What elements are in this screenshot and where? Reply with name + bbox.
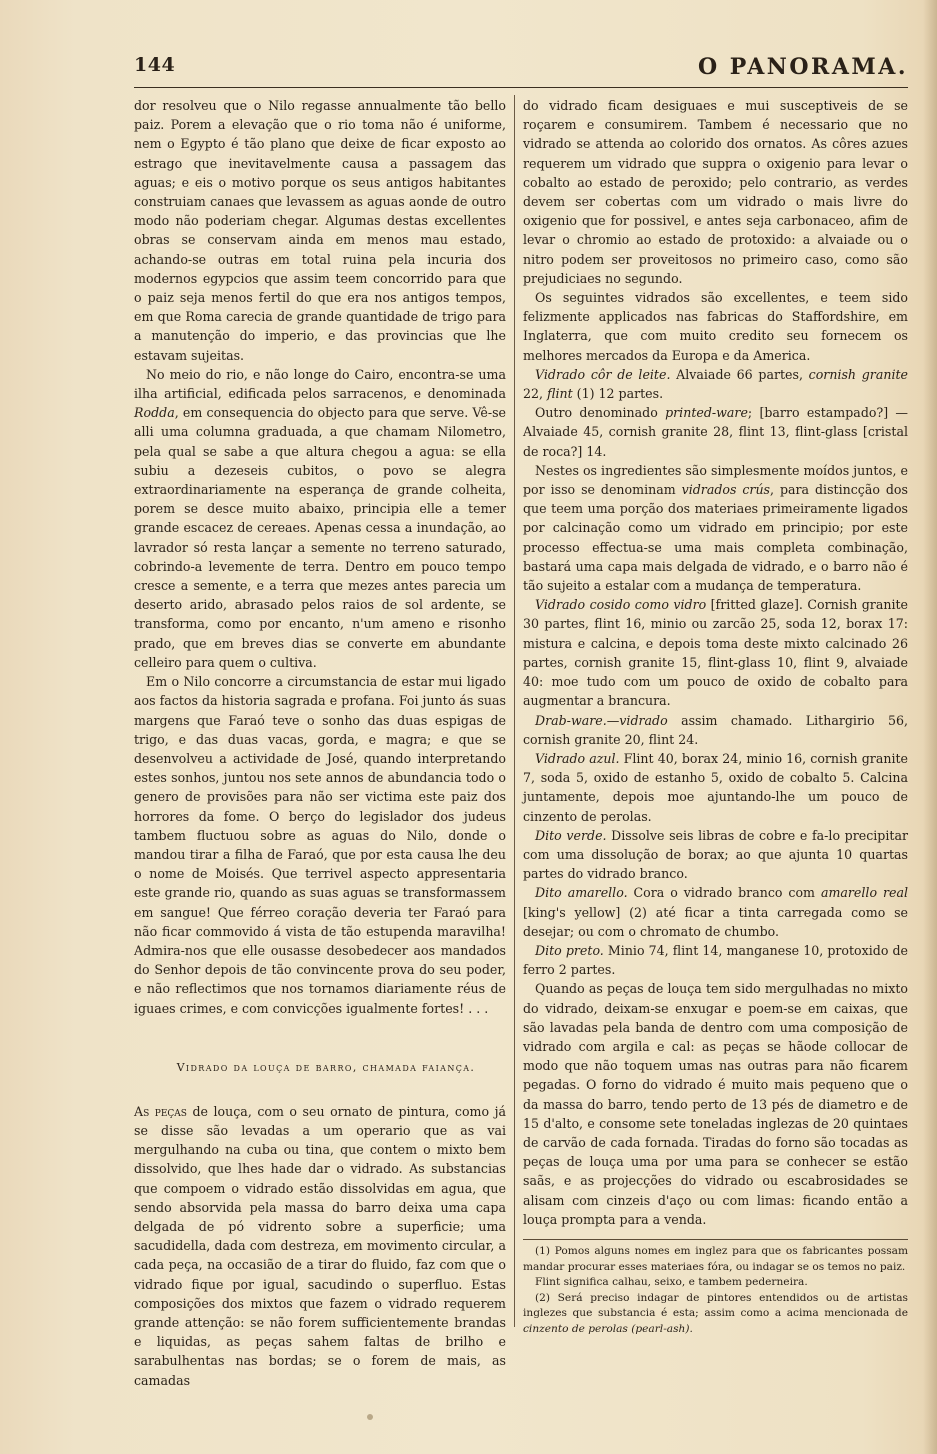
footnote: Flint significa calhau, seixo, e tambem pederneira. — [535, 1276, 808, 1289]
paragraph: dor resolveu que o Nilo regasse annualmente tão bello paiz. Porem a elevação que o rio toma não é uniforme, nem o Egypto é tão plano que deixe de ficar exposto ao estrago que inevitavelmente causa a passagem das aguas; e eis o motivo porque os seus antigos habitantes construiam canaes que levassem as aguas aonde de outro modo não poderiam chegar. Algumas destas excellentes obras se conservam ainda em menos mau estado, achando-se outras em total ruina pela incuria dos modernos egypcios que assim teem concorrido para que o paiz seja menos fertil do que era nos antigos tempos, em que Roma carecia de grande quantidade de trigo para a manutenção do imperio, e das provincias que lhe estavam sujeitas. — [134, 98, 506, 363]
italic-term: Vidrado azul. — [535, 750, 620, 766]
recipe-paragraph: Dito amarello. Cora o vidrado branco com amarello real [king's yellow] (2) até ficar a tinta carregada como se desejar; ou com o chromato de chumbo. — [523, 885, 908, 939]
header-rule — [134, 87, 908, 88]
right-column — [523, 96, 908, 1338]
section-paragraph — [134, 1102, 506, 1390]
italic-term: Vidrado cosido como vidro — [535, 597, 707, 613]
section-paragraph-text: de louça, com o seu ornato de pintura, como já se disse são levadas a um operario que as vai mergulhando na cuba ou tina, que contem o mixto bem dissolvido, que lhes hade dar o vidrado. As substancias que compoem o vidrado estão dissolvidas em agua, que sendo absorvida pela massa do barro deixa uma capa delgada de pó vidrento sobre a superficie; uma sacudidella, dada com destreza, em movimento circular, a cada peça, na occasião de a tirar do fluido, faz com que o vidrado fique por igual, sacudindo o superfluo. Estas composições dos mixtos que fazem o vidrado requerem grande attenção: se não forem sufficientemente brandas e liquidas, as peças sahem faltas de brilho e sarabulhentas nas bordas; se o forem de mais, as camadas — [134, 1103, 506, 1388]
paragraph: Quando as peças de louça tem sido mergulhadas no mixto do vidrado, deixam-se enxugar e poem-se em caixas, que são lavadas pela banda de dentro com uma composição de vidrado com argila e cal: as peças se hãode collocar de modo que não toquem umas nas outras para não ficarem pegadas. O forno do vidrado é muito mais pequeno que o da massa do barro, tendo perto de 13 pés de diametro e de 15 d'alto, e consome sete toneladas inglezas de 20 quintaes de carvão de cada fornada. Tiradas do forno são tocadas as peças de louça uma por uma para se conhecer se estão saãs, e as projecções do vidrado ou escabrosidades se alisam com cinzeis d'aço ou com limas: ficando então a louça prompta para a venda. — [523, 981, 908, 1227]
italic-term: Rodda — [134, 405, 175, 421]
left-column — [134, 96, 506, 1390]
italic-term: Vidrado côr de leite. — [535, 366, 671, 382]
recipe-paragraph: Drab-ware.—vidrado assim chamado. Lithargirio 56, cornish granite 20, flint 24. — [523, 712, 908, 747]
running-title: O PANORAMA. — [697, 54, 908, 80]
section-lead: As peças — [134, 1103, 187, 1119]
italic-term: amarello real — [820, 885, 908, 901]
page-number: 144 — [134, 54, 176, 76]
section-gap — [134, 1076, 506, 1102]
recipe-paragraph: Outro denominado printed-ware; [barro estampado?] — Alvaiade 45, cornish granite 28, flint 13, flint-glass [cristal de roca?] 14. — [523, 405, 908, 459]
footnote-rule — [523, 1239, 908, 1240]
paragraph: Os seguintes vidrados são excellentes, e teem sido felizmente applicados nas fabricas do Staffordshire, em Inglaterra, que com muito credito seu fornecem os melhores mercados da Europa e da America. — [523, 290, 908, 363]
recipe-paragraph: Dito preto. Minio 74, flint 14, manganese 10, protoxido de ferro 2 partes. — [523, 942, 908, 978]
recipe-paragraph: Vidrado azul. Flint 40, borax 24, minio 16, cornish granite 7, soda 5, oxido de estanho 5, oxido de cobalto 5. Calcina juntamente, depois moe ajuntando-lhe um pouco de cinzento de perolas. — [523, 750, 908, 824]
italic-term: Dito verde. — [535, 827, 607, 843]
footnote: (1) Pomos alguns nomes em inglez para que os fabricantes possam mandar procurar esses materiaes fóra, ou indagar se os temos no paiz. — [523, 1244, 908, 1273]
footnote: (2) Será preciso indagar de pintores entendidos ou de artistas inglezes que substancia é esta; assim como a acima mencionada de cinzento de perolas (pearl-ash). — [523, 1291, 908, 1335]
column-divider — [514, 95, 515, 1327]
italic-term: Dito preto. — [535, 942, 604, 958]
recipe-paragraph: Vidrado cosido como vidro [fritted glaze]. Cornish granite 30 partes, flint 16, minio ou zarcão 25, soda 12, borax 17: mistura e calcina, e depois toma deste mixto calcinado 26 partes, cornish granite 15, flint-glass 10, flint 9, alvaiade 40: moe tudo com um pouco de oxido de cobalto para augmentar a brancura. — [523, 597, 908, 709]
italic-term: flint — [547, 386, 573, 402]
paragraph: No meio do rio, e não longe do Cairo, encontra-se uma ilha artificial, edificada pelos sarracenos, e denominada Rodda, em consequencia do objecto para que serve. Vê-se alli uma columna graduada, a que chamam Nilometro, pela qual se sabe a que altura chegou a agua: se ella subiu a dezeseis cubitos, o povo se alegra extraordinariamente na esperança de grande colheita, porem se desce muito abaixo, principia elle a temer grande escacez de cereaes. Apenas cessa a inundação, ao lavrador só resta lançar a semente no terreno saturado, cobrindo-a levemente de terra. Dentro em pouco tempo cresce a semente, e a terra que mezes antes parecia um deserto arido, abrasado pelos raios de sol ardente, se transforma, como por encanto, n'um ameno e risonho prado, que em breves dias se converte em abundante celleiro para quem o cultiva. — [134, 366, 506, 670]
page-header — [134, 54, 908, 84]
italic-term: vidrados crús — [681, 482, 771, 498]
page-speck — [367, 1414, 373, 1420]
italic-term: Drab-ware.—vidrado — [535, 712, 668, 728]
italic-term: Dito amarello. — [535, 885, 628, 901]
section-gap — [134, 1018, 506, 1060]
italic-term: cornish granite — [808, 366, 908, 382]
recipe-paragraph: Dito verde. Dissolve seis libras de cobre e fa-lo precipitar com uma dissolução de borax; ao que ajunta 10 quartas partes do vidrado branco. — [523, 827, 908, 882]
paragraph: Nestes os ingredientes são simplesmente moídos juntos, e por isso se denominam vidrados crús, para distincção dos que teem uma porção dos materiaes primeiramente ligados por calcinação como um vidrado em principio; por este processo effectua-se uma mais completa combinação, bastará uma capa mais delgada de vidrado, e o barro não é tão sujeito a estalar com a mudança de temperatura. — [523, 462, 908, 594]
paragraph: Em o Nilo concorre a circumstancia de estar mui ligado aos factos da historia sagrada e profana. Foi junto ás suas margens que Faraó teve o sonho das duas espigas de trigo, e das duas vacas, gorda, e magra; e que se desenvolveu a actividade de José, quando interpretando estes sonhos, juntou nos sete annos de abundancia todo o genero de provisões para não ser victima este paiz dos horrores da fome. O berço do legislador dos judeus tambem fluctuou sobre as aguas do Nilo, donde o mandou tirar a filha de Faraó, que por esta causa lhe deu o nome de Moisés. Que terrivel aspecto appresentaria este grande rio, quando as suas aguas se transformassem em sangue! Que férreo coração deveria ter Faraó para não ficar commovido á vista de tão estupenda maravilha! Admira-nos que elle ousasse desobedecer aos mandados do Senhor depois de tão convincente prova do seu poder, e não reflectimos que nos tornamos diariamente réus de iguaes crimes, e com convicções igualmente fortes! . . . — [134, 674, 506, 1016]
page-edge-shadow — [923, 0, 937, 1454]
footnotes — [523, 1244, 908, 1338]
italic-term: printed-ware — [665, 405, 748, 421]
recipe-paragraph: Vidrado côr de leite. Alvaiade 66 partes, cornish granite 22, flint (1) 12 partes. — [523, 366, 908, 402]
section-title: Vidrado da louça de barro, chamada faiança. — [176, 1060, 476, 1074]
paragraph: do vidrado ficam desiguaes e mui susceptiveis de se roçarem e consumirem. Tambem é necessario que no vidrado se attenda ao colorido dos ornatos. As côres azues requerem um vidrado que supprа o oxigenio para levar o cobalto ao estado de peroxido; pelo contrario, as verdes devem ser cobertas com um vidrado o mais livre do oxigenio que for possivel, e antes seja carbonaceo, afim de levar o chromio ao estado de protoxido: a alvaiade ou o nitro podem ser proveitosos no primeiro caso, como são prejudiciaes no segundo. — [523, 98, 908, 286]
italic-term: cinzento de perolas (pearl-ash) — [523, 1322, 690, 1335]
